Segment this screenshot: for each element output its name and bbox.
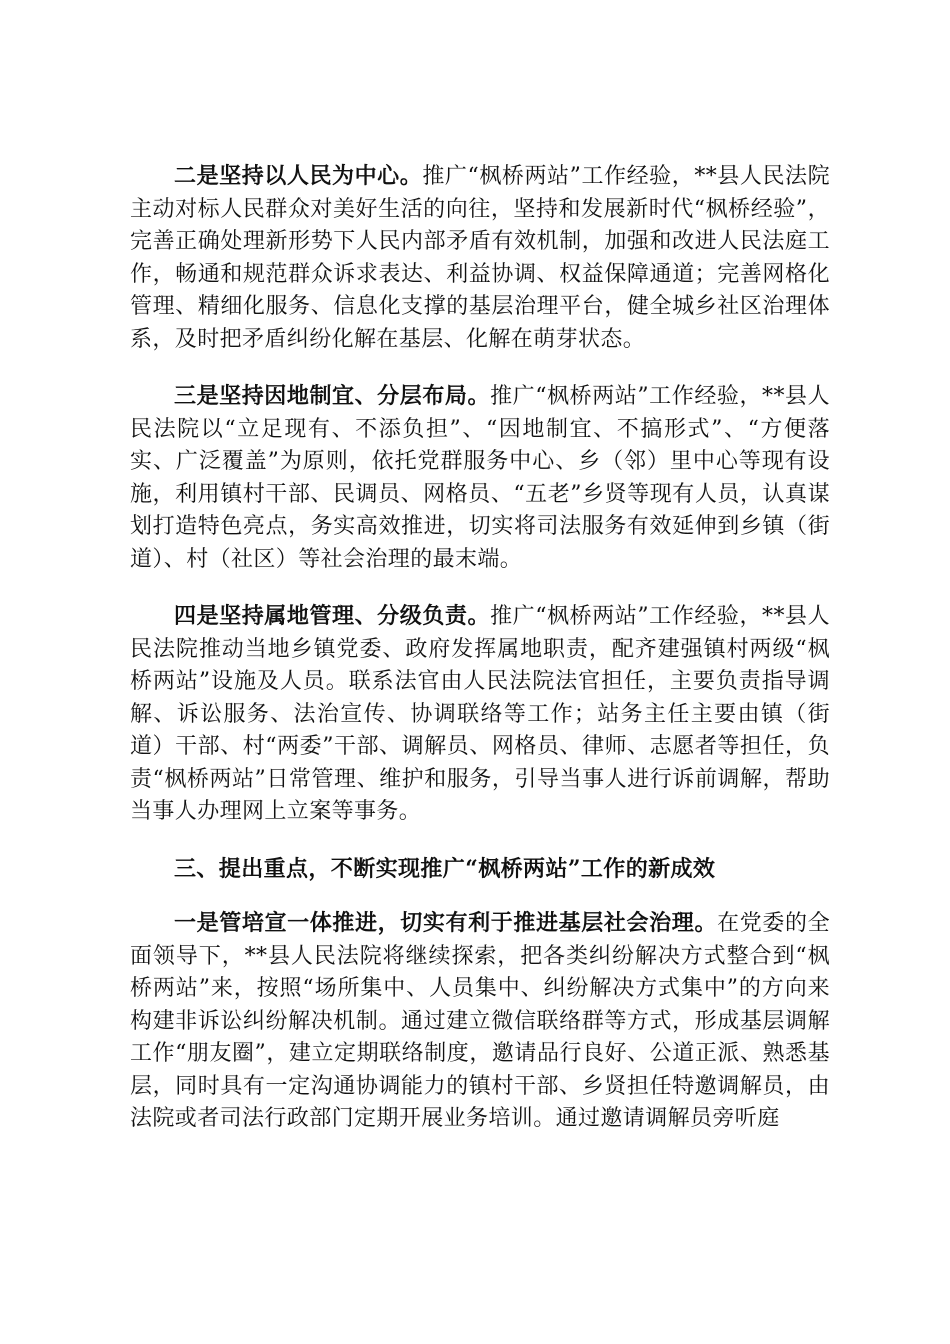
- paragraph-lead: 三是坚持因地制宜、分层布局。: [174, 383, 491, 409]
- paragraph-lead: 二是坚持以人民为中心。: [174, 163, 423, 189]
- paragraph-lead: 四是坚持属地管理、分级负责。: [174, 603, 491, 629]
- paragraph-local-conditions: [130, 380, 830, 576]
- paragraph-body: 推广“枫桥两站”工作经验，**县人民法院推动当地乡镇党委、政府发挥属地职责，配齐建强镇村两级“枫桥两站”设施及人员。联系法官由人民法院法官担任，主要负责指导调解、诉讼服务、法治宣传、协调联络等工作；站务主任主要由镇（街道）干部、村“两委”干部、调解员、网格员、律师、志愿者等担任，负责“枫桥两站”日常管理、维护和服务，引导当事人进行诉前调解，帮助当事人办理网上立案等事务。: [130, 604, 830, 824]
- paragraph-body: 推广“枫桥两站”工作经验，**县人民法院以“立足现有、不添负担”、“因地制宜、不搞形式”、“方便落实、广泛覆盖”为原则，依托党群服务中心、乡（邻）里中心等现有设施，利用镇村干部、民调员、网格员、“五老”乡贤等现有人员，认真谋划打造特色亮点，务实高效推进，切实将司法服务有效延伸到乡镇（街道）、村（社区）等社会治理的最末端。: [130, 384, 830, 572]
- paragraph-body: 推广“枫桥两站”工作经验，**县人民法院主动对标人民群众对美好生活的向往，坚持和发展新时代“枫桥经验”，完善正确处理新形势下人民内部矛盾有效机制，加强和改进人民法庭工作，畅通和规范群众诉求表达、利益协调、权益保障通道；完善网格化管理、精细化服务、信息化支撑的基层治理平台，健全城乡社区治理体系，及时把矛盾纠纷化解在基层、化解在萌芽状态。: [130, 164, 831, 352]
- paragraph-integrated-promotion: [130, 907, 830, 1136]
- paragraph-territorial-management: [130, 600, 830, 829]
- section-heading: 三、提出重点，不断实现推广“枫桥两站”工作的新成效: [174, 855, 716, 882]
- document-page: [130, 160, 830, 1160]
- paragraph-people-centered: [130, 160, 830, 356]
- paragraph-body: 在党委的全面领导下，**县人民法院将继续探索，把各类纠纷解决方式整合到“枫桥两站”来，按照“场所集中、人员集中、纠纷解决方式集中”的方向来构建非诉讼纠纷解决机制。通过建立微信联络群等方式，形成基层调解工作“朋友圈”，建立定期联络制度，邀请品行良好、公道正派、熟悉基层，同时具有一定沟通协调能力的镇村干部、乡贤担任特邀调解员，由法院或者司法行政部门定期开展业务培训。通过邀请调解员旁听庭: [130, 911, 830, 1131]
- paragraph-lead: 一是管培宣一体推进，切实有利于推进基层社会治理。: [174, 910, 718, 936]
